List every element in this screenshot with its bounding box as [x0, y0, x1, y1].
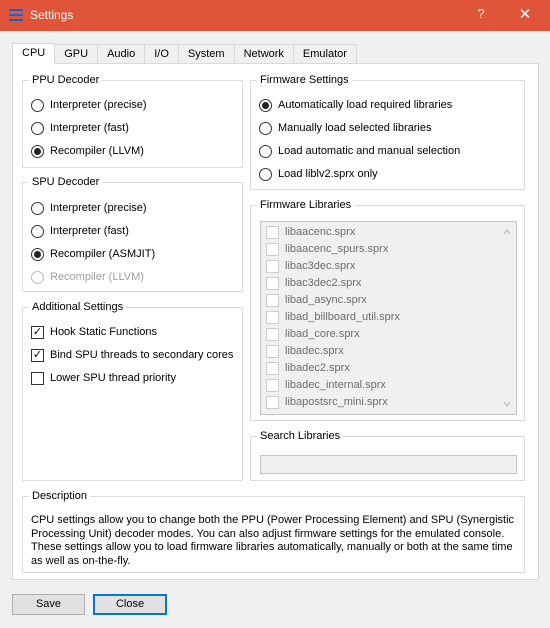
list-item: libadec.sprx	[266, 343, 344, 359]
radio-label: Load liblv2.sprx only	[278, 168, 378, 180]
list-item: libad_billboard_util.sprx	[266, 309, 400, 325]
firmware-libraries-title: Firmware Libraries	[257, 198, 354, 212]
checkbox-indicator	[266, 243, 279, 256]
radio-label: Interpreter (fast)	[50, 122, 129, 134]
additional-settings-group	[22, 301, 243, 481]
radio-indicator[interactable]	[259, 168, 272, 181]
search-libraries-title: Search Libraries	[257, 429, 343, 443]
tab-system[interactable]: System	[178, 44, 235, 64]
radio-indicator[interactable]	[259, 145, 272, 158]
spu-decoder-group	[22, 176, 243, 292]
app-menu-icon[interactable]	[9, 9, 23, 21]
radio-label: Automatically load required libraries	[278, 99, 453, 111]
list-item: libaacenc_spurs.sprx	[266, 241, 388, 257]
checkbox-indicator	[266, 328, 279, 341]
radio-indicator[interactable]	[259, 99, 272, 112]
description-line: as well as on-the-fly.	[31, 554, 131, 567]
checkbox-indicator	[266, 260, 279, 273]
radio-label: Recompiler (LLVM)	[50, 271, 144, 283]
tab-emulator[interactable]: Emulator	[293, 44, 357, 64]
save-button[interactable]: Save	[12, 594, 85, 615]
list-item: libac3dec.sprx	[266, 258, 355, 274]
radio-indicator[interactable]	[31, 145, 44, 158]
checkbox-indicator	[266, 379, 279, 392]
radio-indicator[interactable]	[31, 225, 44, 238]
checkbox-label: Hook Static Functions	[50, 326, 157, 338]
scroll-down-icon	[504, 402, 510, 406]
firmware-settings-title: Firmware Settings	[257, 73, 352, 87]
manual-load-libraries-radio[interactable]	[259, 120, 431, 136]
radio-label: Recompiler (LLVM)	[50, 145, 144, 157]
checkbox-indicator	[266, 294, 279, 307]
list-item: libac3dec2.sprx	[266, 275, 361, 291]
radio-label: Interpreter (precise)	[50, 99, 147, 111]
firmware-settings-group	[250, 74, 525, 190]
checkbox-label: Bind SPU threads to secondary cores	[50, 349, 234, 361]
radio-indicator	[31, 271, 44, 284]
load-auto-and-manual-radio[interactable]	[259, 143, 460, 159]
checkbox-indicator	[266, 311, 279, 324]
description-line: Processing Unit) decoder modes. You can also adjust firmware settings for the emulated console.	[31, 527, 505, 540]
description-title: Description	[29, 489, 90, 503]
close-icon[interactable]: ✕	[518, 6, 532, 23]
radio-label: Load automatic and manual selection	[278, 145, 461, 157]
checkbox-indicator[interactable]	[31, 372, 44, 385]
tab-bar	[12, 43, 356, 64]
spu-interpreter-fast-radio[interactable]	[31, 223, 129, 239]
lower-spu-priority-checkbox[interactable]	[31, 370, 176, 386]
radio-indicator[interactable]	[259, 122, 272, 135]
description-text	[31, 514, 531, 568]
close-button[interactable]: Close	[93, 594, 167, 615]
search-libraries-input	[260, 455, 517, 474]
auto-load-libraries-radio[interactable]	[259, 97, 452, 113]
list-item: libadec2.sprx	[266, 360, 350, 376]
checkbox-indicator	[266, 362, 279, 375]
tab-gpu[interactable]: GPU	[54, 44, 98, 64]
spu-decoder-title: SPU Decoder	[29, 175, 102, 189]
checkbox-indicator	[266, 226, 279, 239]
libraries-scrollbar	[500, 225, 514, 411]
additional-settings-title: Additional Settings	[29, 300, 126, 314]
ppu-interpreter-precise-radio[interactable]	[31, 97, 147, 113]
hook-static-functions-checkbox[interactable]	[31, 324, 157, 340]
radio-indicator[interactable]	[31, 99, 44, 112]
checkbox-indicator	[266, 345, 279, 358]
checkmark-icon[interactable]: ✓	[32, 348, 43, 361]
help-icon[interactable]: ?	[477, 6, 485, 21]
tab-audio[interactable]: Audio	[97, 44, 145, 64]
title-bar	[0, 0, 550, 31]
tab-cpu[interactable]: CPU	[12, 43, 55, 65]
window-title: Settings	[30, 8, 74, 22]
description-line: These settings allow you to load firmware libraries automatically, manually or both at the same time	[31, 541, 513, 553]
checkbox-indicator	[266, 277, 279, 290]
radio-label: Manually load selected libraries	[278, 122, 432, 134]
list-item: libaacenc.sprx	[266, 224, 355, 240]
scroll-up-icon	[504, 230, 510, 234]
search-libraries-group	[250, 430, 525, 481]
list-item: libad_async.sprx	[266, 292, 367, 308]
checkbox-label: Lower SPU thread priority	[50, 372, 176, 384]
load-liblv2-only-radio[interactable]	[259, 166, 378, 182]
ppu-recompiler-llvm-radio[interactable]	[31, 143, 144, 159]
tab-network[interactable]: Network	[234, 44, 294, 64]
tab-io[interactable]: I/O	[144, 44, 179, 64]
description-line: CPU settings allow you to change both the PPU (Power Processing Element) and SPU (Synergistic	[31, 514, 515, 526]
bind-spu-threads-checkbox[interactable]	[31, 347, 233, 363]
description-group	[22, 490, 525, 573]
firmware-libraries-list	[260, 221, 517, 415]
ppu-decoder-title: PPU Decoder	[29, 73, 102, 87]
radio-label: Interpreter (fast)	[50, 225, 129, 237]
radio-label: Recompiler (ASMJIT)	[50, 248, 156, 260]
ppu-decoder-group	[22, 74, 243, 168]
list-item: libapostsrc_mini.sprx	[266, 394, 388, 410]
firmware-libraries-group	[250, 199, 525, 421]
spu-recompiler-asmjit-radio[interactable]	[31, 246, 155, 262]
spu-recompiler-llvm-radio	[31, 269, 144, 285]
list-item: libad_core.sprx	[266, 326, 360, 342]
radio-indicator[interactable]	[31, 202, 44, 215]
cpu-settings-panel	[12, 63, 539, 580]
radio-indicator[interactable]	[31, 122, 44, 135]
checkbox-indicator	[266, 396, 279, 409]
spu-interpreter-precise-radio[interactable]	[31, 200, 147, 216]
list-item: libadec_internal.sprx	[266, 377, 386, 393]
radio-indicator[interactable]	[31, 248, 44, 261]
ppu-interpreter-fast-radio[interactable]	[31, 120, 129, 136]
checkmark-icon[interactable]: ✓	[32, 325, 43, 338]
radio-label: Interpreter (precise)	[50, 202, 147, 214]
